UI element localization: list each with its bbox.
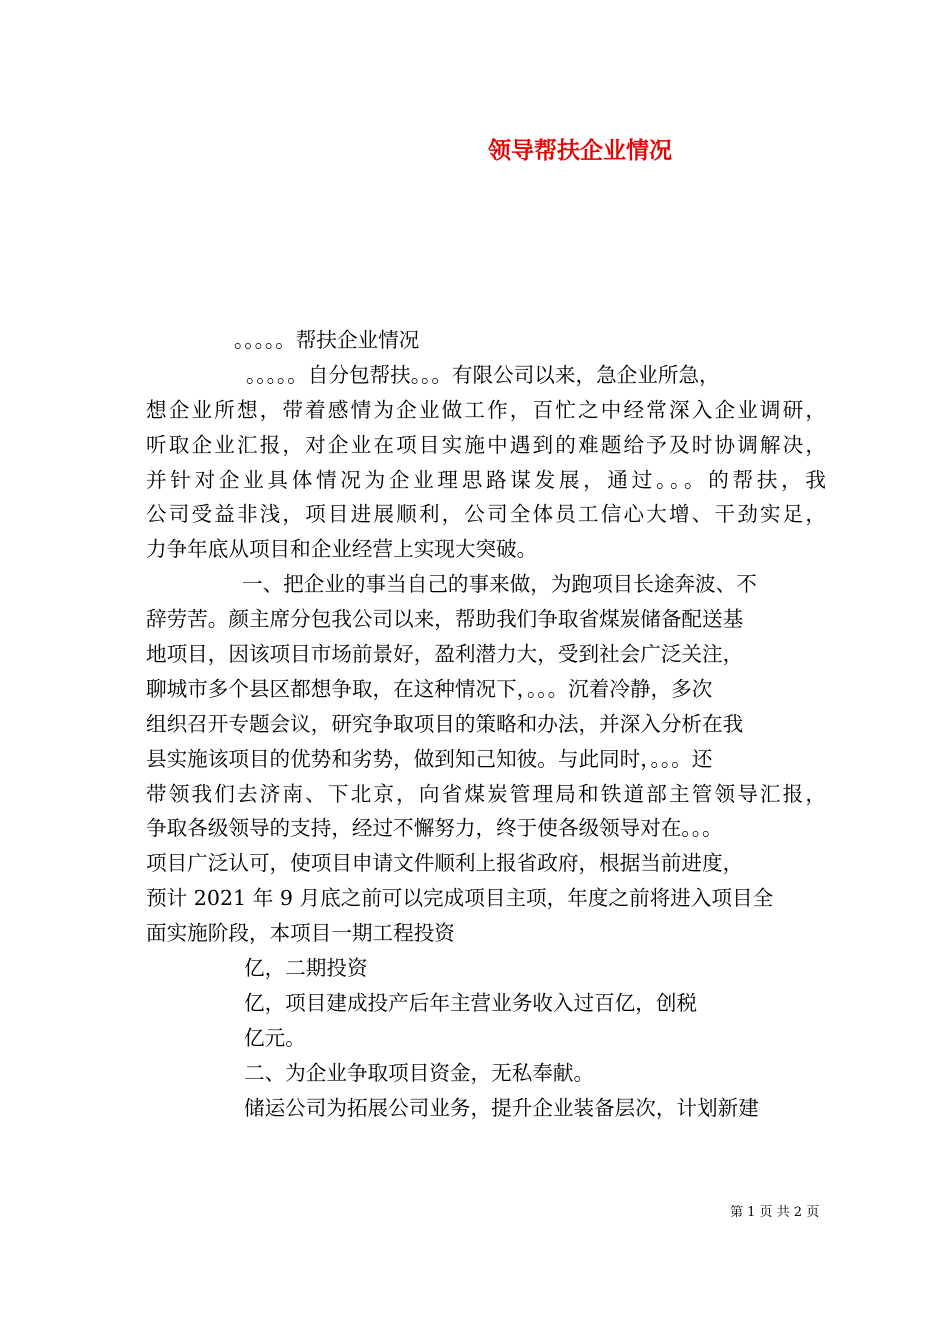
document-body [146, 323, 826, 1125]
paragraph-line: 亿元。 [244, 1025, 306, 1050]
paragraph-line: 争取各级领导的支持，经过不懈努力，终于使各级领导对在。。。 [146, 816, 723, 841]
paragraph-line: 。。。。。自分包帮扶。。。有限公司以来，急企业所急， [246, 362, 720, 387]
document-title: 领导帮扶企业情况 [488, 137, 672, 164]
paragraph-line: 亿，二期投资 [244, 956, 368, 981]
page-number: 第 1 页 共 2 页 [730, 1205, 820, 1220]
paragraph-line: 想企业所想，带着感情为企业做工作，百忙之中经常深入企业调研， [146, 397, 826, 422]
paragraph-line: 面实施阶段，本项目一期工程投资 [146, 921, 455, 946]
paragraph-line: 亿，项目建成投产后年主营业务收入过百亿，创税 [244, 990, 698, 1015]
paragraph-line: 项目广泛认可，使项目申请文件顺利上报省政府，根据当前进度， [146, 851, 744, 876]
section-heading: 二、为企业争取项目资金，无私奉献。 [244, 1060, 595, 1085]
paragraph-line: 听取企业汇报，对企业在项目实施中遇到的难题给予及时协调解决， [146, 432, 826, 457]
paragraph-line: 聊城市多个县区都想争取，在这种情况下，。。。沉着冷静，多次 [146, 676, 713, 701]
paragraph-line: 储运公司为拓展公司业务，提升企业装备层次，计划新建 [244, 1095, 759, 1120]
paragraph-line: 预计 2021 年 9 月底之前可以完成项目主项，年度之前将进入项目全 [146, 886, 774, 911]
paragraph-line: 辞劳苦。颜主席分包我公司以来，帮助我们争取省煤炭储备配送基 [146, 607, 744, 632]
section-subtitle: 。。。。。帮扶企业情况 [234, 328, 420, 352]
paragraph-line: 力争年底从项目和企业经营上实现大突破。 [146, 537, 538, 562]
paragraph-line: 一、把企业的事当自己的事来做，为跑项目长途奔波、不 [242, 572, 757, 597]
paragraph-line: 公司受益非浅，项目进展顺利，公司全体员工信心大增、干劲实足， [146, 502, 826, 527]
paragraph-line: 县实施该项目的优势和劣势，做到知己知彼。与此同时，。。。还 [146, 746, 713, 771]
paragraph-line: 地项目，因该项目市场前景好，盈利潜力大，受到社会广泛关注， [146, 642, 744, 667]
paragraph-line: 并针对企业具体情况为企业理思路谋发展，通过。。。的帮扶，我 [146, 467, 826, 492]
paragraph-line: 带领我们去济南、下北京，向省煤炭管理局和铁道部主管领导汇报， [146, 781, 826, 806]
paragraph-line: 组织召开专题会议，研究争取项目的策略和办法，并深入分析在我 [146, 711, 744, 736]
